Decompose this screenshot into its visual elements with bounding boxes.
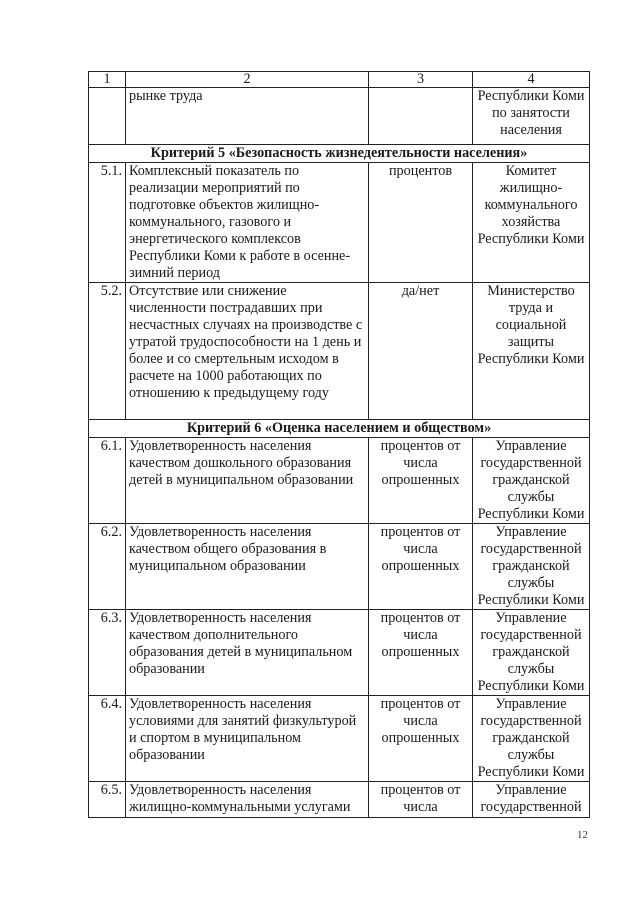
- indicator-unit: процентов от числа опрошенных: [369, 696, 473, 782]
- page-number: 12: [577, 829, 588, 841]
- responsible-body: Управление государственной гражданской службы Республики Коми: [473, 438, 590, 524]
- indicator-row: [89, 88, 590, 145]
- criterion-header-row: [89, 145, 590, 163]
- indicator-name: Удовлетворенность населения качеством дошкольного образования детей в муниципальном образовании: [126, 438, 369, 524]
- indicator-row: [89, 610, 590, 696]
- indicator-unit: да/нет: [369, 283, 473, 420]
- column-number: 1: [89, 72, 126, 88]
- criteria-table-body: [89, 72, 590, 818]
- indicator-unit: процентов от числа опрошенных: [369, 438, 473, 524]
- column-number: 4: [473, 72, 590, 88]
- criterion-title: Критерий 5 «Безопасность жизнедеятельности населения»: [89, 145, 590, 163]
- indicator-name: Удовлетворенность населения условиями для занятий физкультурой и спортом в муниципальном образовании: [126, 696, 369, 782]
- indicator-name: Удовлетворенность населения качеством общего образования в муниципальном образовании: [126, 524, 369, 610]
- responsible-body: Управление государственной: [473, 782, 590, 818]
- indicator-row: [89, 283, 590, 420]
- responsible-body: Управление государственной гражданской службы Республики Коми: [473, 524, 590, 610]
- indicator-row: [89, 782, 590, 818]
- column-number: 2: [126, 72, 369, 88]
- indicator-unit: [369, 88, 473, 145]
- indicator-row: [89, 163, 590, 283]
- indicator-unit: процентов от числа: [369, 782, 473, 818]
- indicator-number: 5.2.: [89, 283, 126, 420]
- indicator-number: 6.3.: [89, 610, 126, 696]
- indicator-name: Удовлетворенность населения жилищно-коммунальными услугами: [126, 782, 369, 818]
- indicator-row: [89, 438, 590, 524]
- indicator-number: [89, 88, 126, 145]
- indicator-number: 5.1.: [89, 163, 126, 283]
- indicator-number: 6.1.: [89, 438, 126, 524]
- responsible-body: Республики Коми по занятости населения: [473, 88, 590, 145]
- indicator-unit: процентов: [369, 163, 473, 283]
- indicator-name: Комплексный показатель по реализации мероприятий по подготовке объектов жилищно-коммунального, газового и энергетического комплексов Республики Коми к работе в осенне-зимний период: [126, 163, 369, 283]
- indicator-number: 6.5.: [89, 782, 126, 818]
- column-number-row: [89, 72, 590, 88]
- indicator-name: Отсутствие или снижение численности пострадавших при несчастных случаях на производстве с утратой трудоспособности на 1 день и более и со смертельным исходом в расчете на 1000 работающих по отношению к предыдущему году: [126, 283, 369, 420]
- indicator-name: Удовлетворенность населения качеством дополнительного образования детей в муниципальном образовании: [126, 610, 369, 696]
- criteria-table: [88, 71, 590, 818]
- indicator-unit: процентов от числа опрошенных: [369, 610, 473, 696]
- indicator-row: [89, 524, 590, 610]
- column-number: 3: [369, 72, 473, 88]
- criterion-title: Критерий 6 «Оценка населением и обществом»: [89, 420, 590, 438]
- indicator-row: [89, 696, 590, 782]
- criterion-header-row: [89, 420, 590, 438]
- responsible-body: Управление государственной гражданской службы Республики Коми: [473, 696, 590, 782]
- responsible-body: Министерство труда и социальной защиты Республики Коми: [473, 283, 590, 420]
- responsible-body: Управление государственной гражданской службы Республики Коми: [473, 610, 590, 696]
- indicator-unit: процентов от числа опрошенных: [369, 524, 473, 610]
- indicator-number: 6.2.: [89, 524, 126, 610]
- indicator-name: рынке труда: [126, 88, 369, 145]
- indicator-number: 6.4.: [89, 696, 126, 782]
- responsible-body: Комитет жилищно-коммунального хозяйства Республики Коми: [473, 163, 590, 283]
